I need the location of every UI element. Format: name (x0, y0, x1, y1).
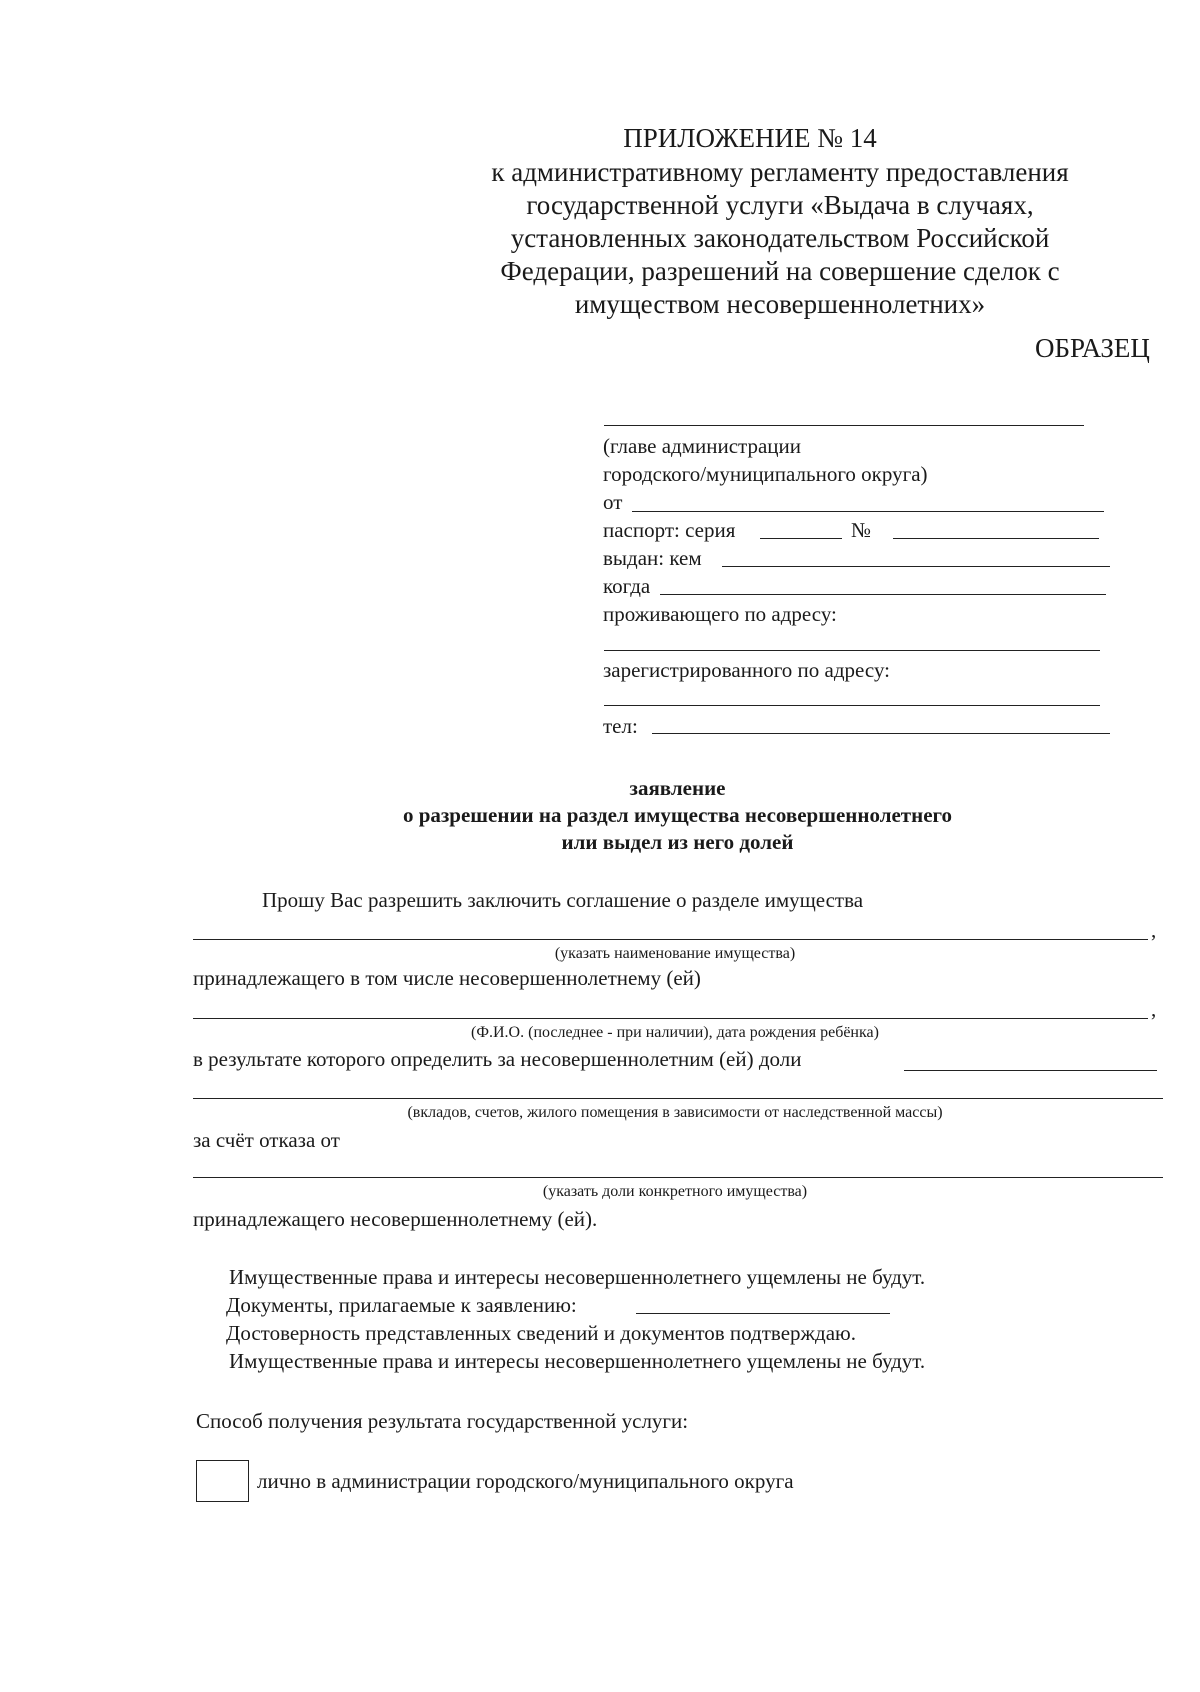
phone-field[interactable] (652, 733, 1110, 734)
note-child: (Ф.И.О. (последнее - при наличии), дата рождения ребёнка) (471, 1024, 879, 1041)
when-field[interactable] (660, 594, 1106, 595)
confirm-statement: Достоверность представленных сведений и документов подтверждаю. (226, 1321, 856, 1345)
statement-title: заявление (629, 776, 726, 800)
appendix-number: ПРИЛОЖЕНИЕ № 14 (623, 123, 877, 153)
waiver-field[interactable] (193, 1177, 1163, 1178)
residing-label: проживающего по адресу: (603, 602, 837, 626)
owned-by-text: принадлежащего в том числе несовершеннолетнему (ей) (193, 966, 701, 990)
passport-number-field[interactable] (893, 538, 1099, 539)
registered-address-field[interactable] (604, 705, 1100, 706)
passport-number-label: № (851, 518, 872, 542)
note-property: (указать наименование имущества) (554, 945, 796, 962)
rights-statement-1: Имущественные права и интересы несовершеннолетнего ущемлены не будут. (229, 1265, 926, 1289)
residing-address-field[interactable] (604, 650, 1100, 651)
documents-field[interactable] (636, 1313, 890, 1314)
receipt-method-label: Способ получения результата государственной услуги: (196, 1409, 689, 1433)
head-caption-1: (главе администрации (603, 434, 802, 458)
appendix-line-2: государственной услуги «Выдача в случаях, (526, 190, 1034, 220)
issued-by-label: выдан: кем (603, 546, 702, 570)
from-label: от (603, 490, 623, 514)
waiver-text: за счёт отказа от (193, 1128, 340, 1152)
comma-1: , (1151, 918, 1157, 942)
sample-mark: ОБРАЗЕЦ (1035, 333, 1150, 363)
appendix-line-4: Федерации, разрешений на совершение сделок с (500, 256, 1060, 286)
comma-2: , (1151, 997, 1157, 1021)
passport-series-field[interactable] (760, 538, 842, 539)
rights-statement-2: Имущественные права и интересы несовершеннолетнего ущемлены не будут. (229, 1349, 926, 1373)
documents-label: Документы, прилагаемые к заявлению: (226, 1293, 577, 1317)
registered-label: зарегистрированного по адресу: (603, 658, 890, 682)
shares-field-1[interactable] (904, 1070, 1157, 1071)
appendix-line-5: имуществом несовершеннолетних» (574, 289, 986, 319)
when-label: когда (603, 574, 651, 598)
issued-by-field[interactable] (722, 566, 1110, 567)
property-name-field[interactable] (193, 939, 1148, 940)
in-person-option-label: лично в администрации городского/муниципального округа (257, 1469, 794, 1493)
owned-by-child-text: принадлежащего несовершеннолетнему (ей). (193, 1207, 598, 1231)
determine-shares-text: в результате которого определить за несовершеннолетним (ей) доли (193, 1047, 802, 1071)
head-name-line[interactable] (604, 425, 1084, 426)
appendix-line-3: установленных законодательством Российской (510, 223, 1050, 253)
child-name-field[interactable] (193, 1018, 1148, 1019)
note-shares: (указать доли конкретного имущества) (542, 1183, 808, 1200)
note-deposits: (вкладов, счетов, жилого помещения в зависимости от наследственной массы) (407, 1104, 943, 1121)
statement-subtitle-1: о разрешении на раздел имущества несовершеннолетнего (402, 803, 953, 827)
passport-series-label: паспорт: серия (603, 518, 736, 542)
phone-label: тел: (603, 714, 638, 738)
from-field[interactable] (632, 511, 1104, 512)
in-person-checkbox[interactable] (196, 1460, 249, 1502)
appendix-line-1: к административному регламенту предоставления (491, 157, 1069, 187)
shares-field-2[interactable] (193, 1098, 1163, 1099)
head-caption-2: городского/муниципального округа) (603, 462, 928, 486)
request-text: Прошу Вас разрешить заключить соглашение о разделе имущества (262, 888, 864, 912)
statement-subtitle-2: или выдел из него долей (561, 830, 794, 854)
